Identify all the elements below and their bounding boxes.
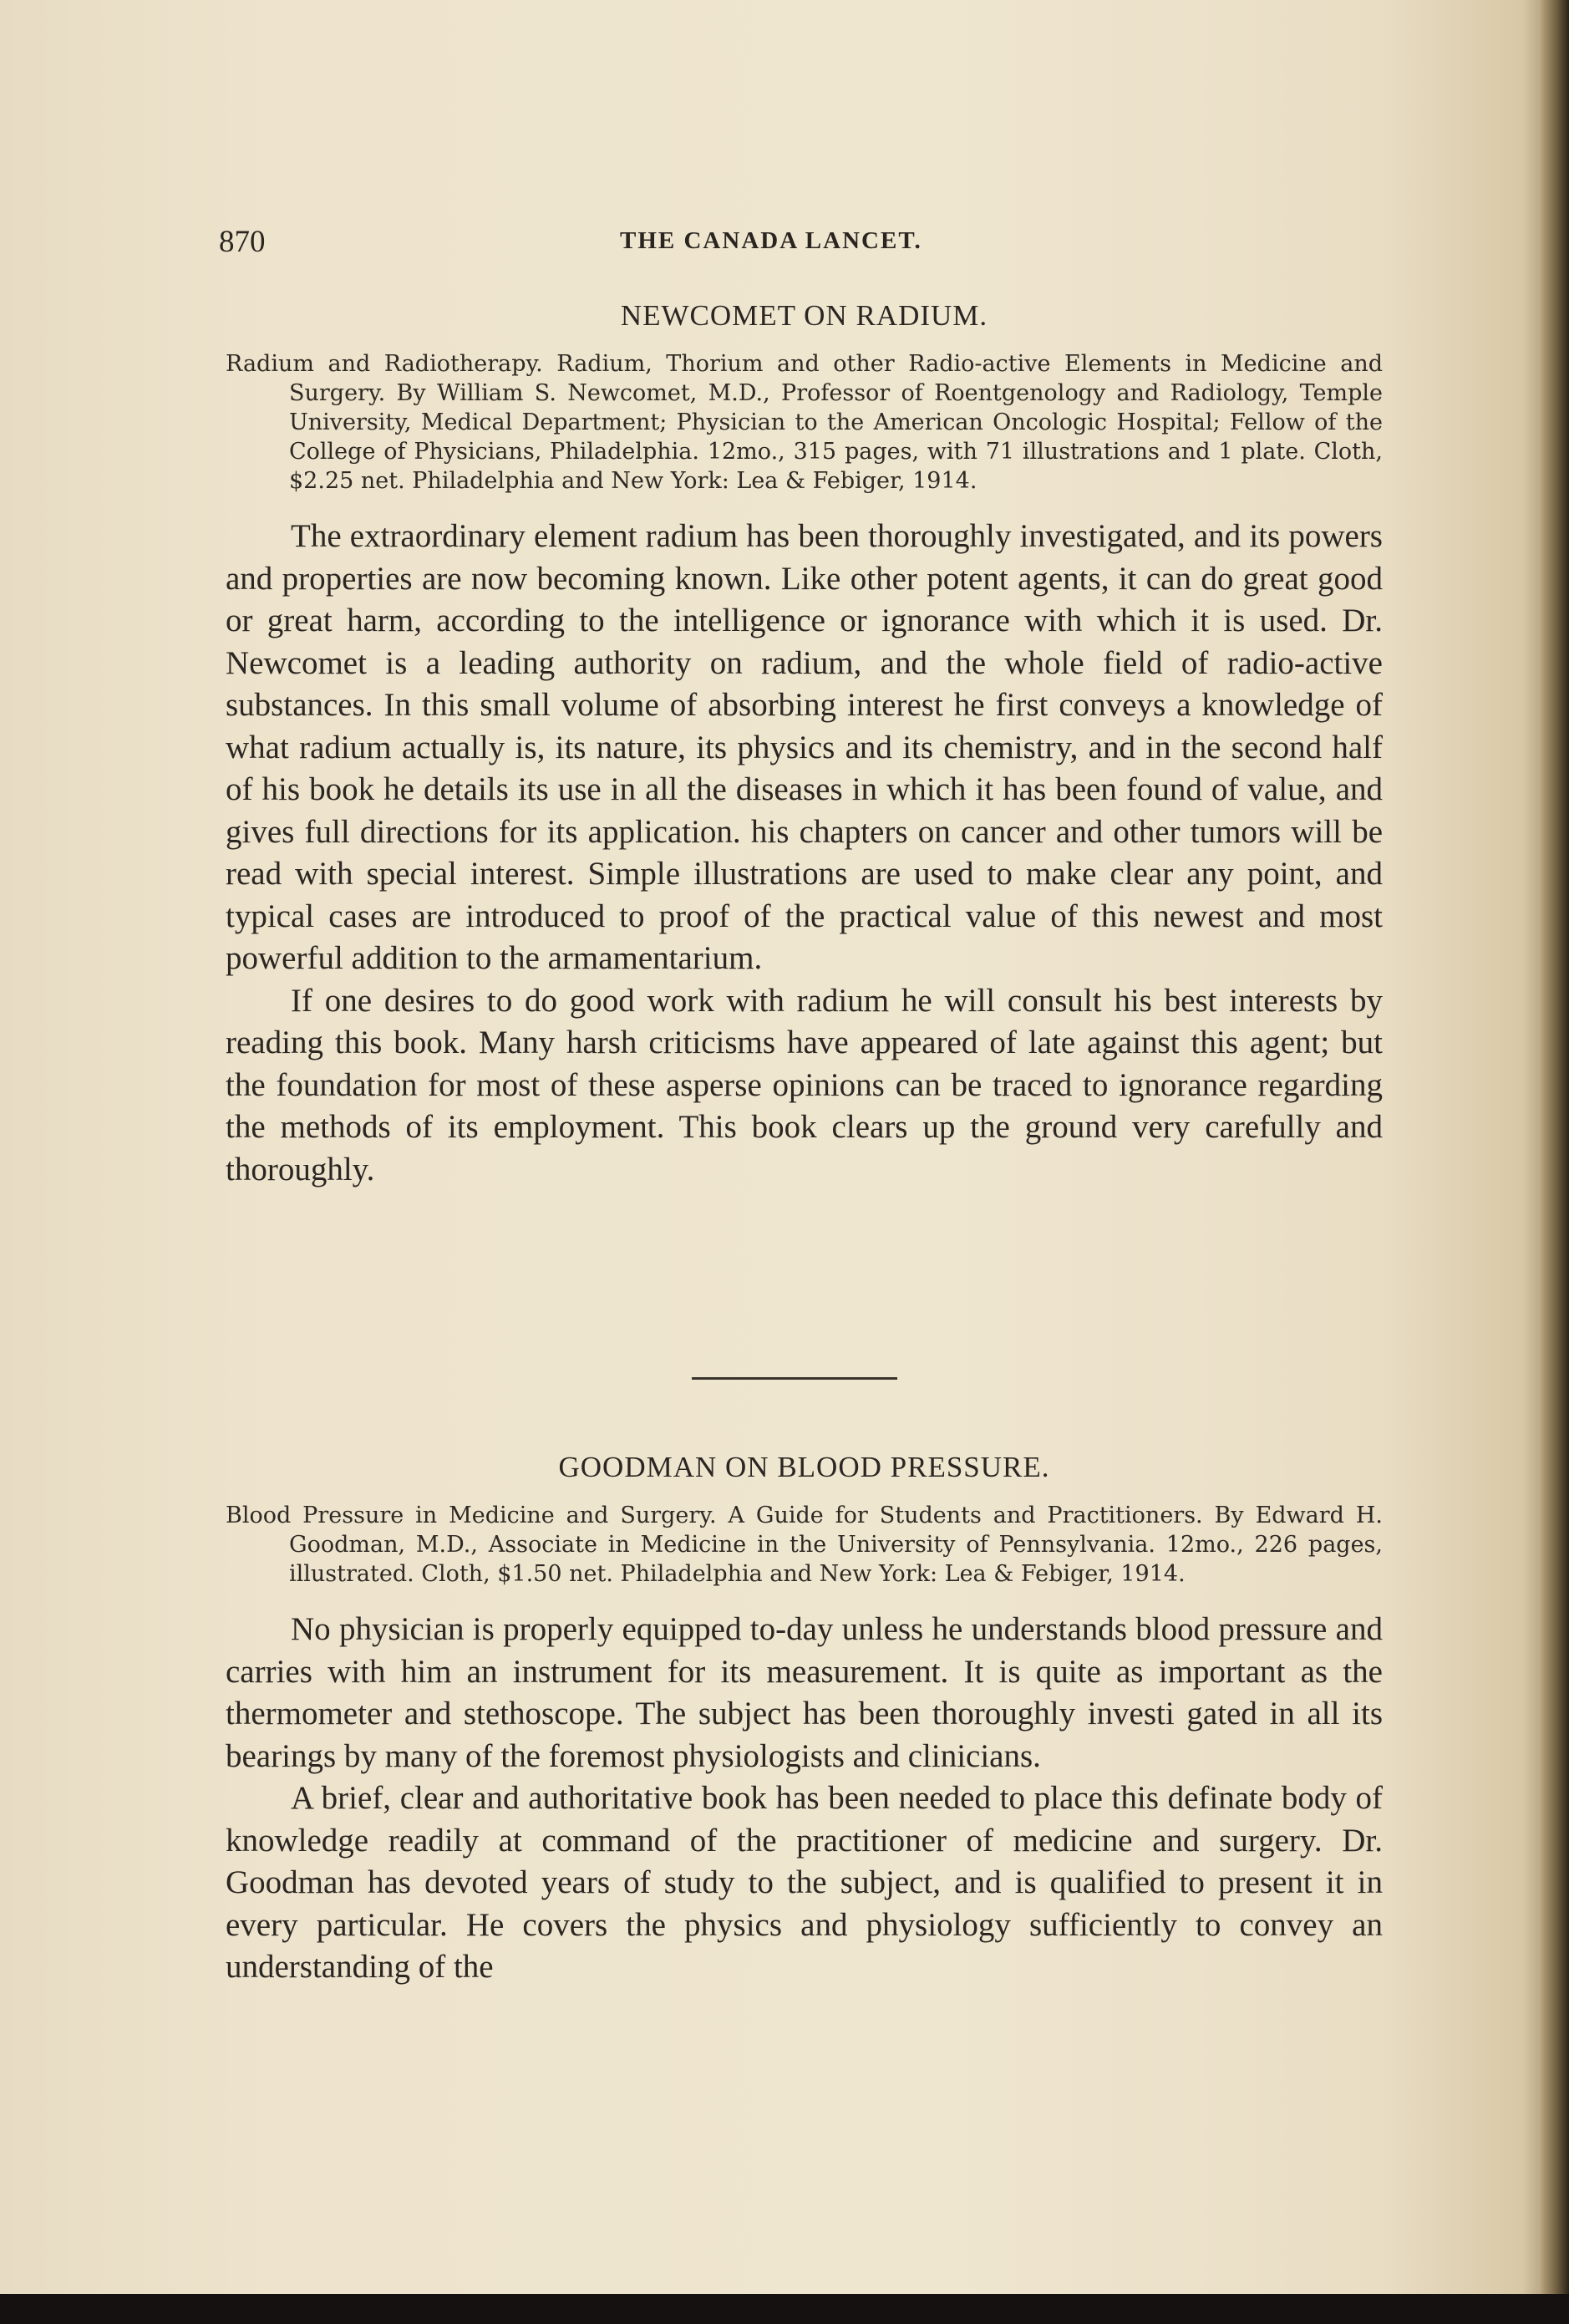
article-title: GOODMAN ON BLOOD PRESSURE.	[558, 1451, 1050, 1483]
running-header	[219, 224, 1380, 266]
article-newcomet	[226, 299, 1383, 1191]
book-citation: Radium and Radiotherapy. Radium, Thorium and other Radio-active Elements in Medicine and Surgery. By William S. Newcomet, M.D., Professor of Roentgenology and Radiology, Temple University, Medical Department; Physician to the American Oncologic Hospital; Fellow of the College of Physicians, Philadelphia. 12mo., 315 pages, with 71 illustrations and 1 plate. Cloth, $2.25 net. Philadelphia and New York: Lea & Febiger, 1914.	[226, 351, 1383, 494]
article-title: NEWCOMET ON RADIUM.	[620, 299, 988, 332]
page-gutter-shadow	[1541, 0, 1569, 2294]
article-paragraph: No physician is properly equipped to-day unless he understands blood pressure and carries with him an instrument for its measurement. It is quite as important as the thermometer and stethoscope. The subject has been thoroughly investi gated in all its bearings by many of the foremost physiologists and clinicians.	[226, 1611, 1383, 1774]
page-number: 870	[219, 225, 266, 259]
section-divider	[692, 1377, 897, 1380]
article-paragraph: A brief, clear and authoritative book has been needed to place this definate body of knowledge readily at command of the practitioner of medicine and surgery. Dr. Goodman has devoted years of study to the subject, and is qualified to present it in every particular. He covers the physics and physiology sufficiently to convey an understanding of the	[226, 1780, 1383, 1985]
book-citation: Blood Pressure in Medicine and Surgery. A Guide for Students and Practitioners. By Edward H. Goodman, M.D., Associate in Medicine in the University of Pennsylvania. 12mo., 226 pages, illustrated. Cloth, $1.50 net. Philadelphia and New York: Lea & Febiger, 1914.	[226, 1503, 1383, 1587]
journal-title: THE CANADA LANCET.	[620, 227, 922, 254]
article-goodman	[226, 1451, 1383, 1989]
article-paragraph: If one desires to do good work with radium he will consult his best interests by reading this book. Many harsh criticisms have appeared of late against this agent; but the foundation for most of these asperse opinions can be traced to ignorance regarding the methods of its employment. This book clears up the ground very carefully and thoroughly.	[226, 982, 1383, 1187]
scan-bottom-edge	[0, 2294, 1569, 2324]
article-paragraph: The extraordinary element radium has been thoroughly investigated, and its powers and properties are now becoming known. Like other potent agents, it can do great good or great harm, according to the intelligence or ignorance with which it is used. Dr. Newcomet is a leading authority on radium, and the whole field of radio-active substances. In this small volume of absorbing interest he first conveys a knowledge of what radium actually is, its nature, its physics and its chemistry, and in the second half of his book he details its use in all the diseases in which it has been found of value, and gives full directions for its application. his chapters on cancer and other tumors will be read with special interest. Simple illustrations are used to make clear any point, and typical cases are introduced to proof of the practical value of this newest and most powerful addition to the armamentarium.	[226, 518, 1383, 976]
